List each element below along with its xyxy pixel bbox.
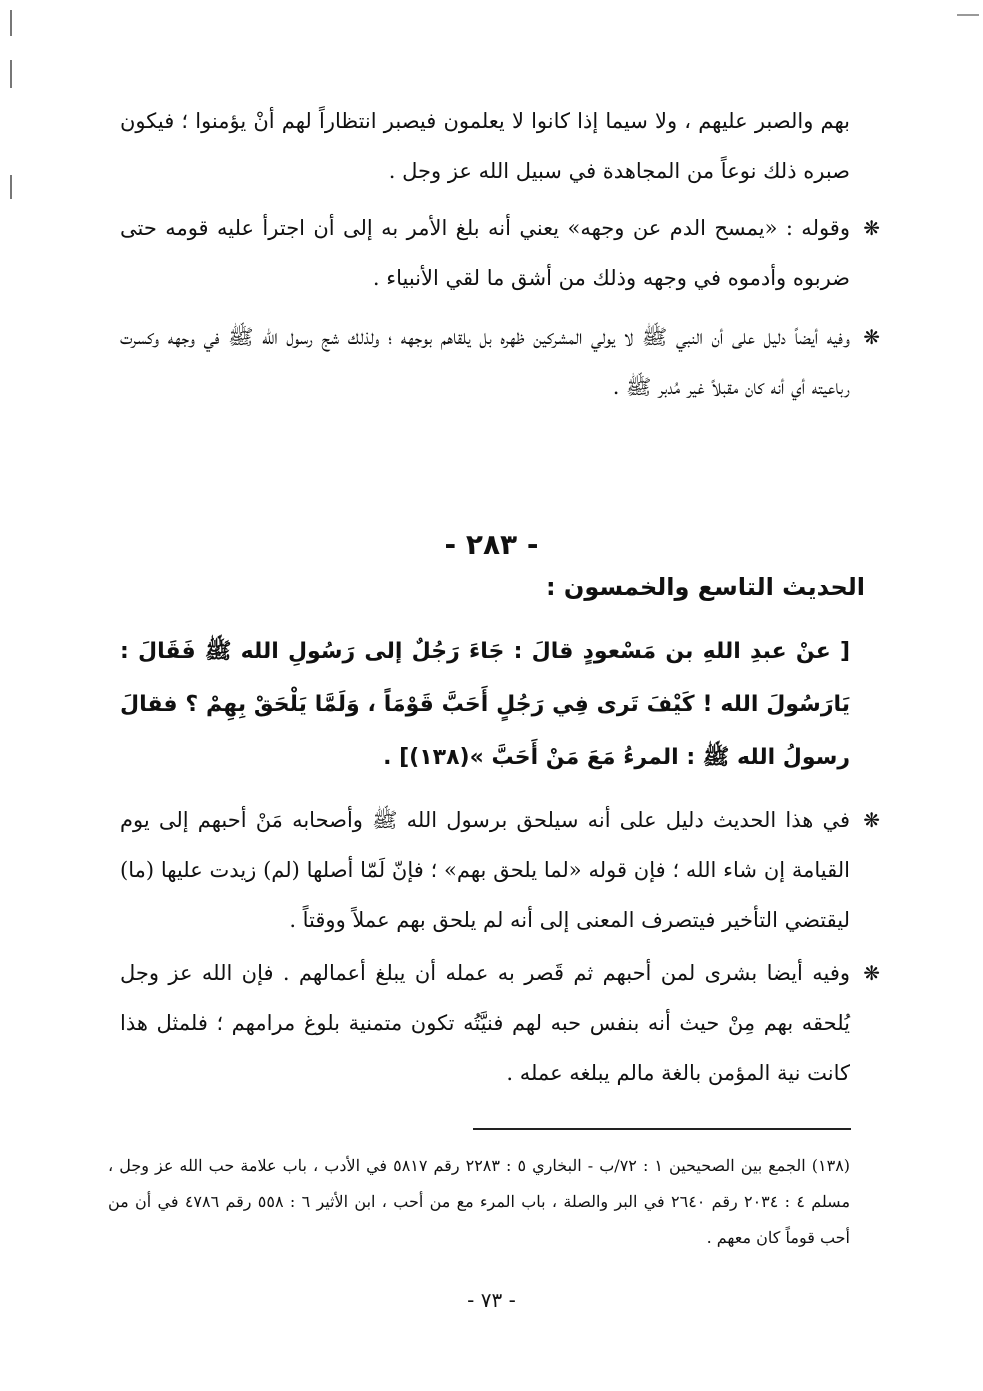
- bullet-text: وفيه أيضا بشرى لمن أحبهم ثم قَصر به عمله أن يبلغ أعمالهم . فإن الله عز وجل يُلحقه بهم مِنْ حيث أنه بنفس حبه لهم فنيَّتُه تكون متمنية بلوغ مرامهم ؛ فلمثل هذا كانت نية المؤمن بالغة مالم يبلغه عمله .: [120, 961, 850, 1085]
- section-number: - ٢٨٣ -: [444, 528, 539, 561]
- asterisk-bullet-icon: ❋: [863, 216, 880, 240]
- bullet-paragraph-1: [120, 203, 880, 303]
- hadith-title: الحديث التاسع والخمسون :: [545, 573, 865, 601]
- bullet-paragraph-2: [120, 312, 880, 412]
- asterisk-bullet-icon: ❋: [863, 325, 880, 349]
- hadith-text: [ عنْ عبدِ اللهِ بن مَسْعودٍ قالَ : جَاءَ رَجُلٌ إلى رَسُولِ الله ﷺ فَقَالَ : يَارَسُولَ الله ! كَيْفَ تَرى فِي رَجُلٍ أَحَبَّ قَوْمَاً ، وَلَمَّا يَلْحَقْ بِهِمْ ؟ فقالَ رسولُ الله ﷺ : المرءُ مَعَ مَنْ أَحَبَّ »(١٣٨)] .: [120, 639, 850, 770]
- footnote-separator: [473, 1128, 851, 1130]
- bullet-text: وقوله : «يمسح الدم عن وجهه» يعني أنه بلغ الأمر به إلى أن اجترأ عليه قومه حتى ضربوه وأدموه في وجهه وذلك من أشق ما لقي الأنبياء .: [120, 216, 850, 290]
- bullet-text: وفيه أيضاً دليل على أن النبي ﷺ لا يولي المشركين ظهره بل يلقاهم بوجهه ؛ ولذلك شج رسول الله ﷺ في وجهه وكسرت رباعيته أي أنه كان مقبلاً غير مُدبر ﷺ .: [120, 325, 850, 399]
- bullet-paragraph-3: [120, 795, 880, 945]
- bullet-text: في هذا الحديث دليل على أنه سيلحق برسول الله ﷺ وأصحابه مَنْ أحبهم إلى يوم القيامة إن شاء الله ؛ فإن قوله «لما يلحق بهم» ؛ فإنّ لَمّا أصلها (لم) زيدت عليها (ما) ليقتضي التأخير فيتصرف المعنى إلى أنه لم يلحق بهم عملاً ووقتاً .: [120, 808, 850, 932]
- intro-paragraph: [120, 96, 850, 196]
- page-number: - ٧٣ -: [467, 1288, 516, 1312]
- footnote: (١٣٨) الجمع بين الصحيحين ١ : ٧٢/ب - البخاري ٥ : ٢٢٨٣ رقم ٥٨١٧ في الأدب ، باب علامة حب الله عز وجل ، مسلم ٤ : ٢٠٣٤ رقم ٢٦٤٠ في البر والصلة ، باب المرء مع من أحب ، ابن الأثير ٦ : ٥٥٨ رقم ٤٧٨٦ في أن من أحب قوماً كان معهم .: [108, 1156, 851, 1247]
- intro-text: بهم والصبر عليهم ، ولا سيما إذا كانوا لا يعلمون فيصبر انتظاراً لهم أنْ يؤمنوا ؛ فيكون صبره ذلك نوعاً من المجاهدة في سبيل الله عز وجل .: [120, 109, 850, 183]
- asterisk-bullet-icon: ❋: [863, 808, 880, 832]
- asterisk-bullet-icon: ❋: [863, 961, 880, 985]
- bullet-paragraph-4: [120, 948, 880, 1098]
